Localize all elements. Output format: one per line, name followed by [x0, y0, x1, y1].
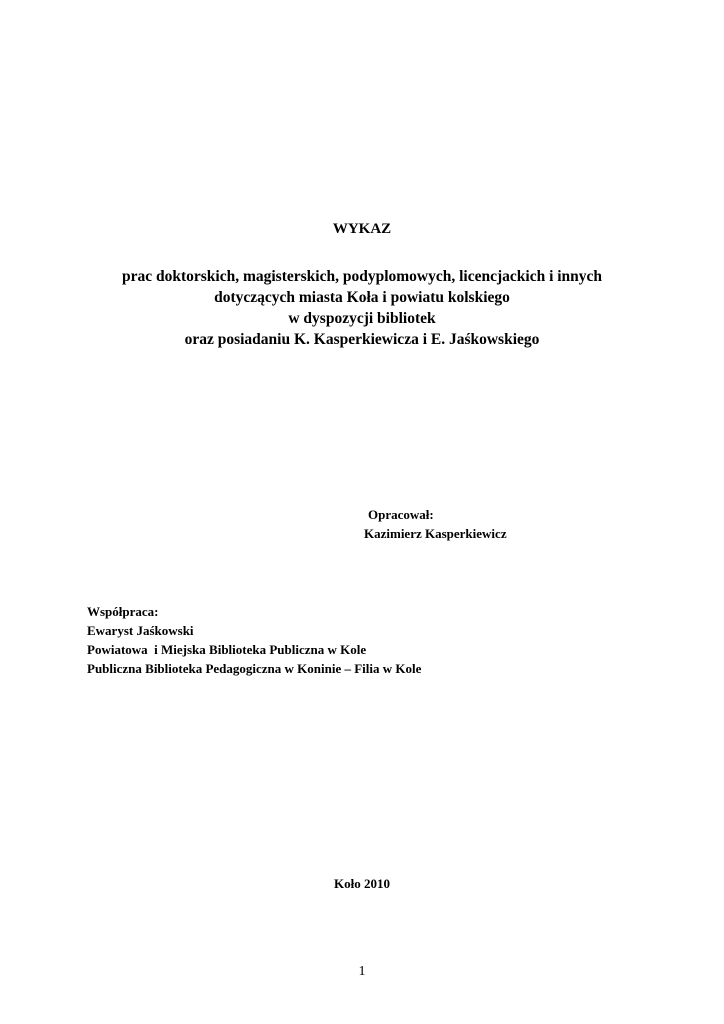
subtitle-line: oraz posiadaniu K. Kasperkiewicza i E. Jaśkowskiego	[184, 331, 540, 348]
subtitle-line: w dyspozycji bibliotek	[288, 310, 436, 327]
cooperation-line: Ewaryst Jaśkowski	[87, 623, 194, 638]
subtitle-line: prac doktorskich, magisterskich, podyplomowych, licencjackich i innych	[121, 268, 603, 285]
cooperation-line: Powiatowa i Miejska Biblioteka Publiczna w Kole	[87, 642, 367, 657]
cooperation-label: Współpraca:	[87, 604, 159, 619]
author-block	[364, 505, 507, 543]
document-subtitle	[60, 266, 664, 350]
page-number: 1	[358, 964, 366, 979]
cooperation-line: Publiczna Biblioteka Pedagogiczna w Koninie – Filia w Kole	[87, 661, 422, 676]
cooperation-block	[87, 602, 421, 678]
author-label: Opracował:	[368, 507, 434, 522]
document-title: WYKAZ	[332, 221, 392, 237]
subtitle-line: dotyczących miasta Koła i powiatu kolskiego	[214, 289, 510, 306]
place-date: Koło 2010	[334, 876, 390, 891]
author-name: Kazimierz Kasperkiewicz	[364, 526, 507, 541]
